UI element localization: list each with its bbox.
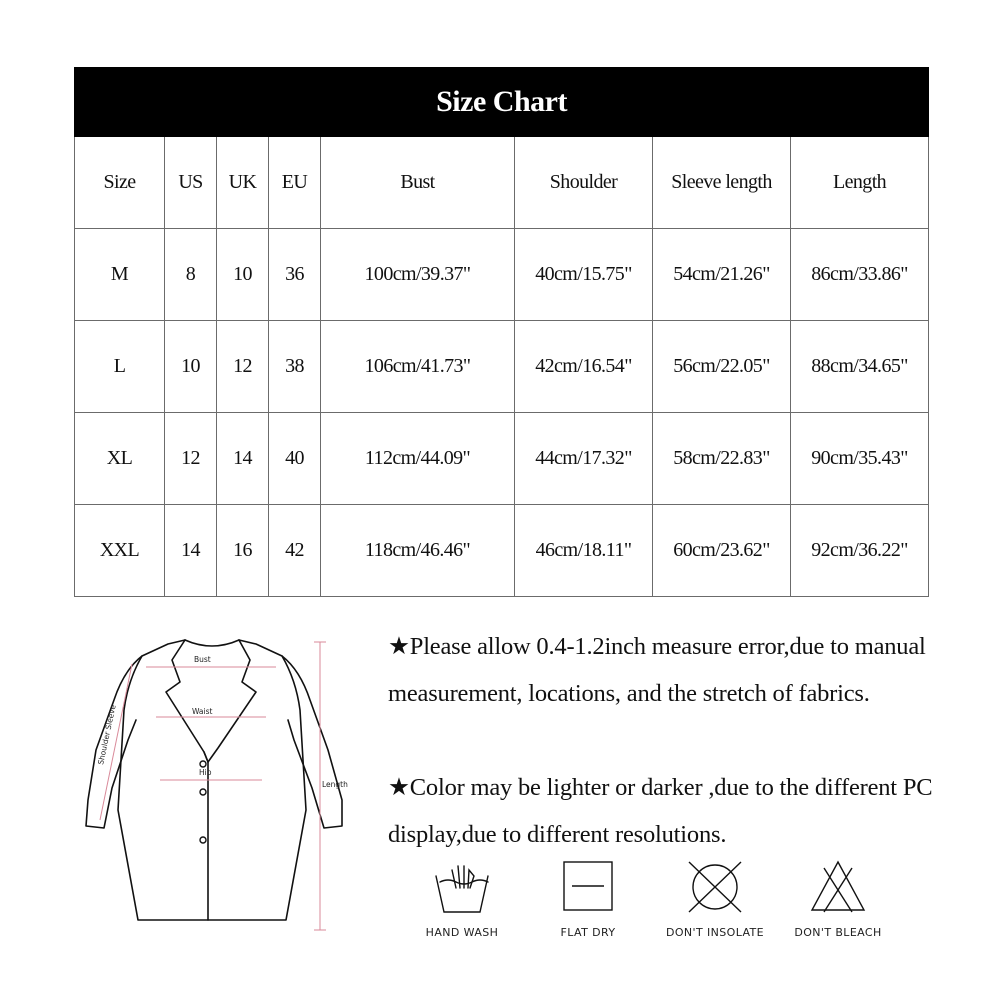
table-cell: XL [75, 413, 165, 505]
table-cell: 56cm/22.05" [653, 321, 791, 413]
care-flat-dry [518, 858, 658, 939]
note-color-difference-text: Color may be lighter or darker ,due to the different PC display,due to different resolutions. [388, 774, 933, 848]
coat-left-sleeve [86, 656, 142, 828]
table-cell: 42cm/16.54" [515, 321, 653, 413]
header-us: US [165, 137, 217, 229]
table-cell: 92cm/36.22" [791, 505, 929, 597]
shoulder-sleeve-label: Shoulder Sleeve [96, 703, 118, 766]
table-cell: 38 [269, 321, 321, 413]
length-label: Length [322, 780, 348, 789]
coat-button [200, 761, 206, 767]
table-cell: 44cm/17.32" [515, 413, 653, 505]
table-cell: 14 [165, 505, 217, 597]
table-cell: 88cm/34.65" [791, 321, 929, 413]
dont-bleach-label: DON'T BLEACH [794, 926, 882, 939]
table-cell: 118cm/46.46" [321, 505, 515, 597]
table-cell: 14 [217, 413, 269, 505]
table-cell: 112cm/44.09" [321, 413, 515, 505]
table-cell: M [75, 229, 165, 321]
header-sleeve-length: Sleeve length [653, 137, 791, 229]
table-cell: 54cm/21.26" [653, 229, 791, 321]
table-cell: 12 [217, 321, 269, 413]
table-cell: 40 [269, 413, 321, 505]
dont-insolate-icon [683, 858, 747, 916]
coat-right-sleeve [282, 656, 342, 828]
table-header-row [75, 137, 929, 229]
table-cell: 106cm/41.73" [321, 321, 515, 413]
hand-wash-icon [430, 858, 494, 916]
table-row [75, 413, 929, 505]
header-eu: EU [269, 137, 321, 229]
table-cell: 58cm/22.83" [653, 413, 791, 505]
coat-measurement-diagram [80, 630, 360, 950]
dont-insolate-label: DON'T INSOLATE [665, 926, 765, 939]
coat-button [200, 789, 206, 795]
coat-right-lapel [208, 640, 256, 762]
table-cell: 10 [165, 321, 217, 413]
note-measure-error-text: Please allow 0.4-1.2inch measure error,due to manual measurement, locations, and the stretch of fabrics. [388, 633, 926, 707]
table-cell: 46cm/18.11" [515, 505, 653, 597]
table-cell: 42 [269, 505, 321, 597]
table-cell: 100cm/39.37" [321, 229, 515, 321]
header-shoulder: Shoulder [515, 137, 653, 229]
coat-button [200, 837, 206, 843]
size-chart-table [74, 67, 929, 597]
table-cell: XXL [75, 505, 165, 597]
dont-bleach-icon [806, 858, 870, 916]
flat-dry-label: FLAT DRY [560, 926, 616, 939]
header-length: Length [791, 137, 929, 229]
flat-dry-icon [556, 858, 620, 916]
table-row [75, 505, 929, 597]
table-cell: 10 [217, 229, 269, 321]
table-cell: 16 [217, 505, 269, 597]
care-hand-wash [392, 858, 532, 939]
header-uk: UK [217, 137, 269, 229]
table-cell: 40cm/15.75" [515, 229, 653, 321]
table-cell: L [75, 321, 165, 413]
care-dont-bleach [768, 858, 908, 939]
care-dont-insolate [645, 858, 785, 939]
hip-label: Hip [199, 768, 212, 777]
note-color-difference [388, 764, 988, 858]
table-row [75, 229, 929, 321]
table-cell: 36 [269, 229, 321, 321]
table-cell: 86cm/33.86" [791, 229, 929, 321]
star-icon: ★ [388, 633, 410, 660]
table-cell: 60cm/23.62" [653, 505, 791, 597]
star-icon: ★ [388, 774, 410, 801]
table-cell: 12 [165, 413, 217, 505]
table-row [75, 321, 929, 413]
table-cell: 8 [165, 229, 217, 321]
waist-label: Waist [192, 707, 213, 716]
coat-collar [185, 640, 239, 646]
note-measure-error [388, 623, 988, 717]
hand-wash-label: HAND WASH [425, 926, 499, 939]
size-chart-title: Size Chart [75, 68, 929, 137]
header-size: Size [75, 137, 165, 229]
header-bust: Bust [321, 137, 515, 229]
bust-label: Bust [194, 655, 211, 664]
table-cell: 90cm/35.43" [791, 413, 929, 505]
